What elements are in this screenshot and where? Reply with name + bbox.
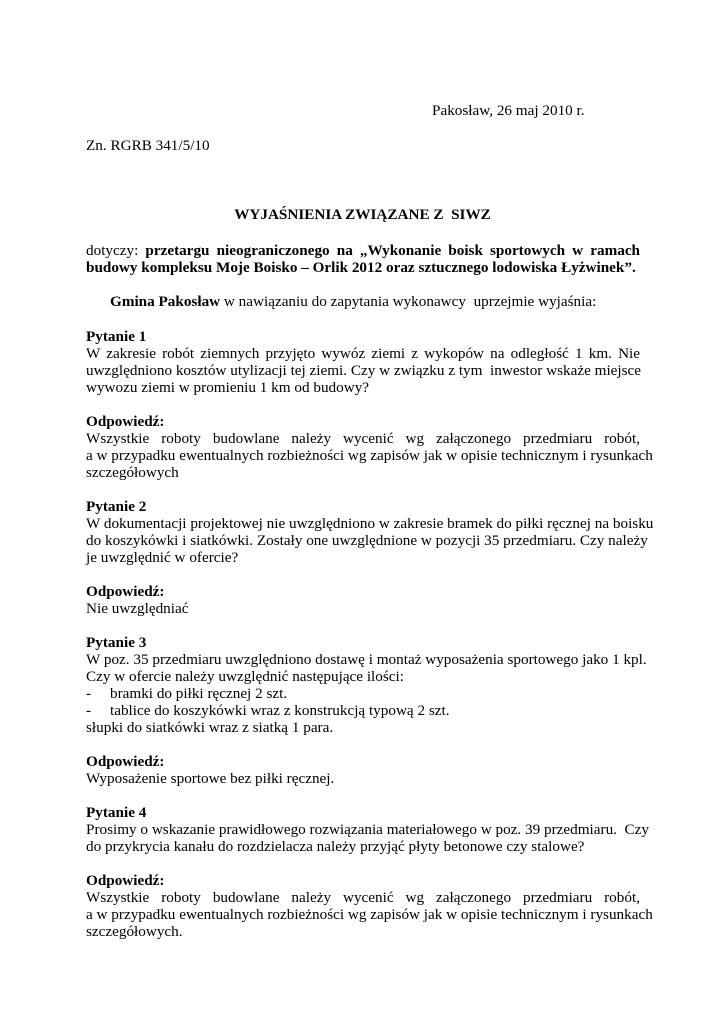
question-3-line: Czy w ofercie należy uwzględnić następujące ilości: bbox=[86, 668, 404, 685]
subject-text-1: przetargu nieograniczonego na „Wykonanie boisk sportowych w ramach bbox=[145, 242, 641, 259]
question-2-line: W dokumentacji projektowej nie uwzględniono w zakresie bramek do piłki ręcznej na boisku bbox=[86, 515, 654, 532]
question-1-line: W zakresie robót ziemnych przyjęto wywóz ziemi z wykopów na odległość 1 km. Nie bbox=[86, 345, 640, 362]
list-item: tablice do koszykówki wraz z konstrukcją typową 2 szt. bbox=[110, 702, 450, 719]
answer-1-heading: Odpowiedź: bbox=[86, 413, 165, 430]
answer-4-line: szczegółowych. bbox=[86, 923, 183, 940]
question-1-heading: Pytanie 1 bbox=[86, 328, 147, 345]
place-date: Pakosław, 26 maj 2010 r. bbox=[432, 102, 585, 119]
bullet-marker: - bbox=[86, 702, 92, 719]
question-1-line: uwzględniono kosztów utylizacji tej ziemi. Czy w związku z tym inwestor wskaże miejsce bbox=[86, 362, 642, 379]
intro-paragraph bbox=[110, 293, 596, 310]
subject-line-1 bbox=[86, 242, 640, 259]
answer-1-line: a w przypadku ewentualnych rozbieżności wg zapisów jak w opisie technicznym i rysunkach bbox=[86, 447, 653, 464]
subject-line-2: budowy kompleksu Moje Boisko – Orlik 2012 oraz sztucznego lodowiska Łyżwinek”. bbox=[86, 259, 636, 276]
answer-4-heading: Odpowiedź: bbox=[86, 872, 165, 889]
reference-number: Zn. RGRB 341/5/10 bbox=[86, 137, 210, 154]
question-2-line: je uwzględnić w ofercie? bbox=[86, 549, 239, 566]
question-3-heading: Pytanie 3 bbox=[86, 634, 147, 651]
intro-bold: Gmina Pakosław bbox=[110, 293, 221, 310]
question-4-line: Prosimy o wskazanie prawidłowego rozwiązania materiałowego w poz. 39 przedmiaru. Czy bbox=[86, 821, 650, 838]
question-1-line: wywozu ziemi w promieniu 1 km od budowy? bbox=[86, 379, 370, 396]
question-2-line: do koszykówki i siatkówki. Zostały one uwzględnione w pozycji 35 przedmiaru. Czy należy bbox=[86, 532, 648, 549]
question-4-heading: Pytanie 4 bbox=[86, 804, 147, 821]
answer-3-text: Wyposażenie sportowe bez piłki ręcznej. bbox=[86, 770, 335, 787]
answer-4-line: Wszystkie roboty budowlane należy wycenić wg załączonego przedmiaru robót, bbox=[86, 889, 640, 906]
document-title: WYJAŚNIENIA ZWIĄZANE Z SIWZ bbox=[234, 206, 491, 223]
question-4-line: do przykrycia kanału do rozdzielacza należy przyjąć płyty betonowe czy stalowe? bbox=[86, 838, 585, 855]
question-3-line: W poz. 35 przedmiaru uwzględniono dostawę i montaż wyposażenia sportowego jako 1 kpl. bbox=[86, 651, 647, 668]
question-3-line: słupki do siatkówki wraz z siatką 1 para. bbox=[86, 719, 334, 736]
answer-1-line: szczegółowych bbox=[86, 464, 179, 481]
answer-4-line: a w przypadku ewentualnych rozbieżności wg zapisów jak w opisie technicznym i rysunkach bbox=[86, 906, 653, 923]
bullet-marker: - bbox=[86, 685, 92, 702]
list-item: bramki do piłki ręcznej 2 szt. bbox=[110, 685, 288, 702]
answer-2-text: Nie uwzględniać bbox=[86, 600, 189, 617]
subject-prefix: dotyczy: bbox=[86, 242, 139, 259]
answer-1-line: Wszystkie roboty budowlane należy wycenić wg załączonego przedmiaru robót, bbox=[86, 430, 640, 447]
question-2-heading: Pytanie 2 bbox=[86, 498, 147, 515]
answer-3-heading: Odpowiedź: bbox=[86, 753, 165, 770]
intro-text: w nawiązaniu do zapytania wykonawcy uprzejmie wyjaśnia: bbox=[220, 293, 597, 310]
answer-2-heading: Odpowiedź: bbox=[86, 583, 165, 600]
